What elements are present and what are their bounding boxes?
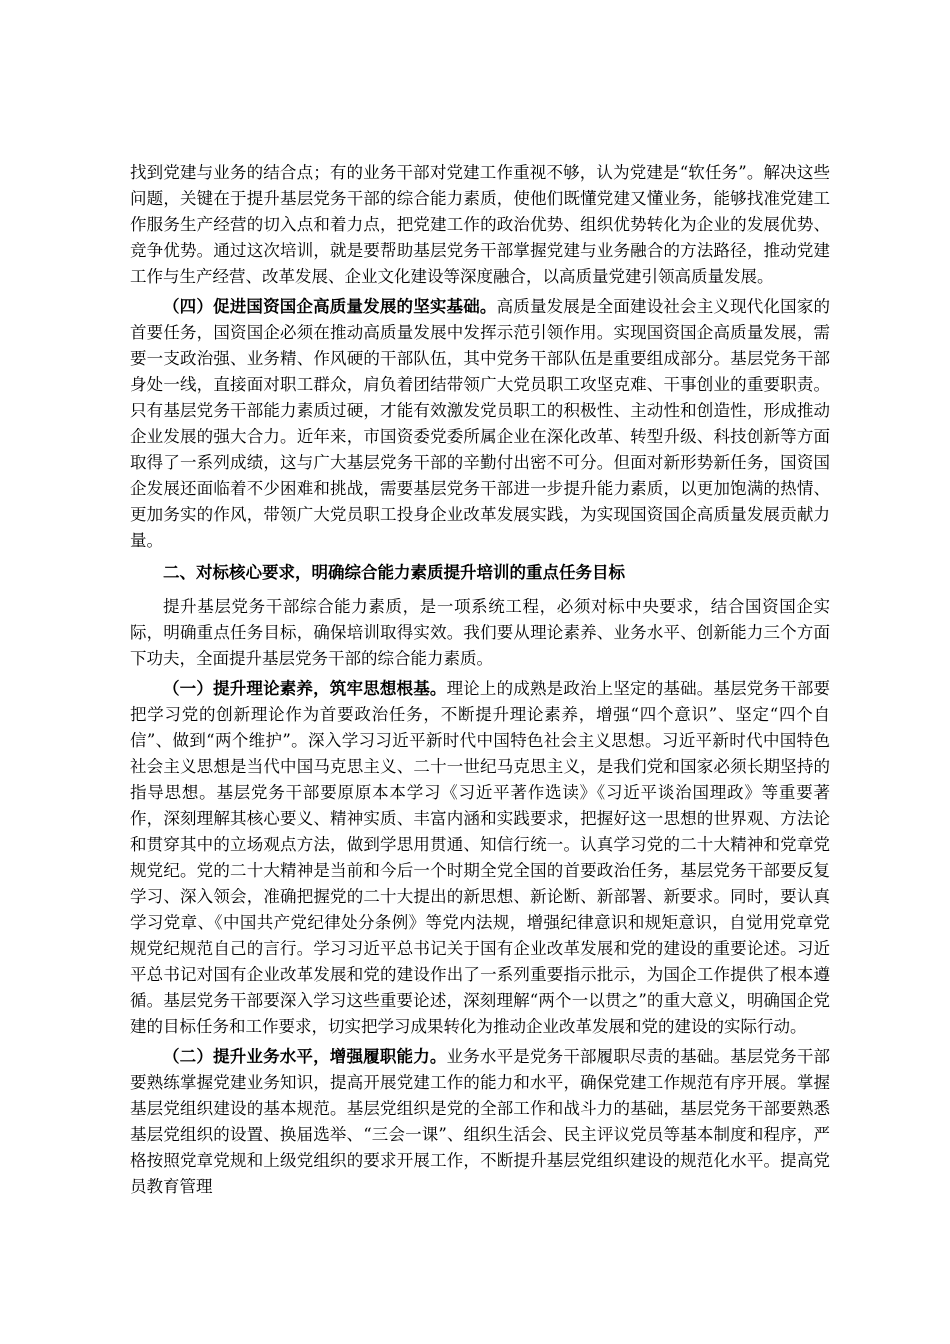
section-heading: 二、对标核心要求，明确综合能力素质提升培训的重点任务目标 (163, 563, 625, 582)
item-2-body: 业务水平是党务干部履职尽责的基础。基层党务干部要熟练掌握党建业务知识，提高开展党建工作的能力和水平，确保党建工作规范有序开展。掌握基层党组织建设的基本规范。基层党组织是党的全部工作和战斗力的基础，基层党务干部要熟悉基层党组织的设置、换届选举、“三会一课”、组织生活会、民主评议党员等基本制度和程序，严格按照党章党规和上级党组织的要求开展工作，不断提升基层党组织建设的规范化水平。提高党员教育管理 (130, 1047, 831, 1196)
paragraph-intro: 找到党建与业务的结合点；有的业务干部对党建工作重视不够，认为党建是“软任务”。解决这些问题，关键在于提升基层党务干部的综合能力素质，使他们既懂党建又懂业务，能够找准党建工作服务生产经营的切入点和着力点，把党建工作的政治优势、组织优势转化为企业的发展优势、竞争优势。通过这次培训，就是要帮助基层党务干部掌握党建与业务融合的方法路径，推动党建工作与生产经营、改革发展、企业文化建设等深度融合，以高质量党建引领高质量发展。 (130, 163, 830, 286)
paragraph-item-4 (130, 294, 830, 554)
paragraph-item-1 (130, 676, 830, 1040)
paragraph-item-2 (130, 1044, 830, 1200)
item-1-body: 理论上的成熟是政治上坚定的基础。基层党务干部要把学习党的创新理论作为首要政治任务，不断提升理论素养，增强“四个意识”、坚定“四个自信”、做到“两个维护”。深入学习习近平新时代中国特色社会主义思想。习近平新时代中国特色社会主义思想是当代中国马克思主义、二十一世纪马克思主义，是我们党和国家必须长期坚持的指导思想。基层党务干部要原原本本学习《习近平著作选读》《习近平谈治国理政》等重要著作，深刻理解其核心要义、精神实质、丰富内涵和实践要求，把握好这一思想的世界观、方法论和贯穿其中的立场观点方法，做到学思用贯通、知信行统一。认真学习党的二十大精神和党章党规党纪。党的二十大精神是当前和今后一个时期全党全国的首要政治任务，基层党务干部要反复学习、深入领会，准确把握党的二十大提出的新思想、新论断、新部署、新要求。同时，要认真学习党章、《中国共产党纪律处分条例》等党内法规，增强纪律意识和规矩意识，自觉用党章党规党纪规范自己的言行。学习习近平总书记关于国有企业改革发展和党的建设的重要论述。习近平总书记对国有企业改革发展和党的建设作出了一系列重要指示批示，为国企工作提供了根本遵循。基层党务干部要深入学习这些重要论述，深刻理解“两个一以贯之”的重大意义，明确国企党建的目标任务和工作要求，切实把学习成果转化为推动企业改革发展和党的建设的实际行动。 (130, 679, 831, 1036)
item-1-heading: （一）提升理论素养，筑牢思想根基。 (163, 679, 447, 698)
paragraph-section-intro: 提升基层党务干部综合能力素质，是一项系统工程，必须对标中央要求，结合国资国企实际，明确重点任务目标，确保培训取得实效。我们要从理论素养、业务水平、创新能力三个方面下功夫，全面提升基层党务干部的综合能力素质。 (130, 597, 830, 668)
item-2-heading: （二）提升业务水平，增强履职能力。 (163, 1047, 447, 1066)
item-4-heading: （四）促进国资国企高质量发展的坚实基础。 (163, 297, 497, 316)
item-4-body: 高质量发展是全面建设社会主义现代化国家的首要任务，国资国企必须在推动高质量发展中发挥示范引领作用。实现国资国企高质量发展，需要一支政治强、业务精、作风硬的干部队伍，其中党务干部队伍是重要组成部分。基层党务干部身处一线，直接面对职工群众，肩负着团结带领广大党员职工攻坚克难、干事创业的重要职责。只有基层党务干部能力素质过硬，才能有效激发党员职工的积极性、主动性和创造性，形成推动企业发展的强大合力。近年来，市国资委党委所属企业在深化改革、转型升级、科技创新等方面取得了一系列成绩，这与广大基层党务干部的辛勤付出密不可分。但面对新形势新任务，国资国企发展还面临着不少困难和挑战，需要基层党务干部进一步提升能力素质，以更加饱满的热情、更加务实的作风，带领广大党员职工投身企业改革发展实践，为实现国资国企高质量发展贡献力量。 (130, 297, 831, 550)
